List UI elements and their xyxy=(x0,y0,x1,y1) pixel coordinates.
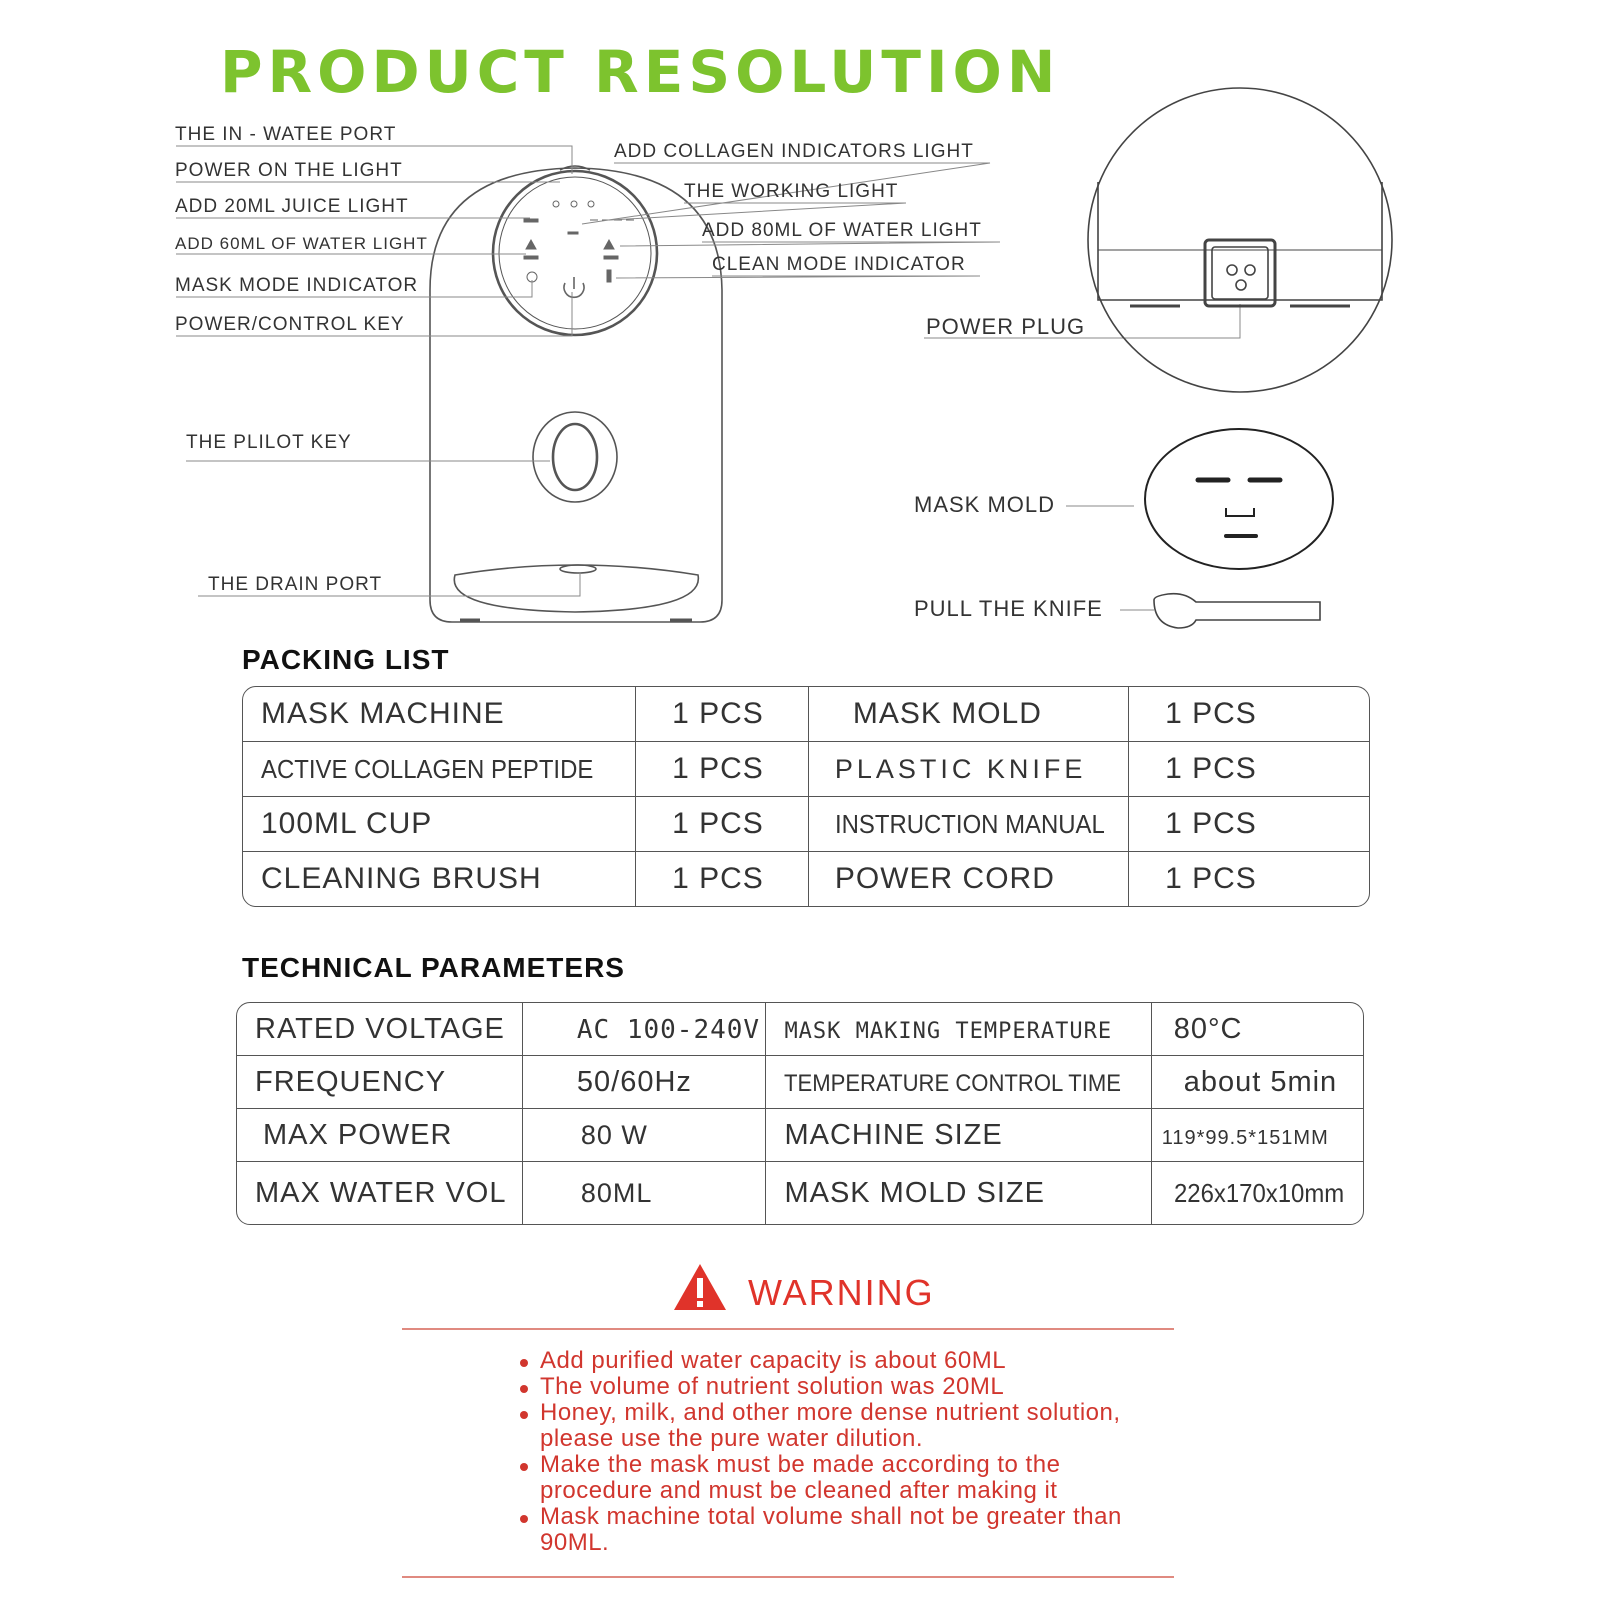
param-name: MAX POWER xyxy=(237,1109,523,1162)
param-value-cell xyxy=(523,1003,767,1056)
packing-list-table xyxy=(242,686,1370,907)
label-clean-mode: CLEAN MODE INDICATOR xyxy=(712,254,966,275)
warning-item: The volume of nutrient solution was 20ML xyxy=(520,1374,1160,1400)
param-name: MASK MAKING TEMPERATURE xyxy=(784,1018,1113,1044)
mask-mold-drawing xyxy=(1145,429,1333,569)
label-in-water-port: THE IN - WATEE PORT xyxy=(175,124,397,145)
label-juice-light: ADD 20ML JUICE LIGHT xyxy=(175,196,409,217)
param-value: about 5min xyxy=(1152,1056,1363,1109)
table-row xyxy=(237,1003,1363,1056)
warning-list xyxy=(520,1348,1160,1556)
packing-qty: 1 PCS xyxy=(636,852,809,906)
param-name: TEMPERATURE CONTROL TIME xyxy=(784,1069,1122,1097)
warning-item: Add purified water capacity is about 60ML xyxy=(520,1348,1160,1374)
packing-item: PLASTIC KNIFE xyxy=(809,742,1129,797)
param-value: 80ML xyxy=(523,1162,767,1224)
table-row xyxy=(237,1056,1363,1109)
label-pull-knife: PULL THE KNIFE xyxy=(914,596,1103,621)
label-collagen-light: ADD COLLAGEN INDICATORS LIGHT xyxy=(614,141,974,162)
warning-top-divider xyxy=(402,1328,1174,1330)
param-name: FREQUENCY xyxy=(237,1056,523,1109)
packing-item: 100ML CUP xyxy=(243,797,636,852)
label-drain-port: THE DRAIN PORT xyxy=(208,574,383,595)
drain-tray xyxy=(454,565,698,612)
packing-list-heading: PACKING LIST xyxy=(242,644,450,675)
label-power-on-light: POWER ON THE LIGHT xyxy=(175,160,403,181)
warning-bottom-divider xyxy=(402,1576,1174,1578)
param-name-cell xyxy=(766,1003,1151,1056)
packing-item: CLEANING BRUSH xyxy=(243,852,636,906)
label-mask-mold: MASK MOLD xyxy=(914,492,1056,517)
packing-item: INSTRUCTION MANUAL xyxy=(834,809,1105,839)
power-plug-detail xyxy=(1088,88,1392,392)
param-value: AC 100-240V xyxy=(576,1014,761,1045)
packing-item-cell xyxy=(243,742,636,797)
table-row xyxy=(243,852,1369,906)
packing-item: POWER CORD xyxy=(809,852,1129,906)
tech-params-heading: TECHNICAL PARAMETERS xyxy=(242,952,625,983)
param-value: 80 W xyxy=(523,1109,767,1162)
packing-qty: 1 PCS xyxy=(1129,687,1369,742)
warning-item: Honey, milk, and other more dense nutrient solution, please use the pure water dilution. xyxy=(520,1400,1160,1452)
param-name: MAX WATER VOL xyxy=(237,1162,523,1224)
label-water80-light: ADD 80ML OF WATER LIGHT xyxy=(702,220,982,241)
packing-qty: 1 PCS xyxy=(636,742,809,797)
machine-body xyxy=(430,168,722,622)
param-name: RATED VOLTAGE xyxy=(237,1003,523,1056)
page-title: PRODUCT RESOLUTION xyxy=(220,38,1061,106)
warning-title: WARNING xyxy=(748,1272,935,1313)
param-value: 119*99.5*151MM xyxy=(1161,1126,1329,1149)
warning-item: Mask machine total volume shall not be greater than 90ML. xyxy=(520,1504,1160,1556)
table-row xyxy=(243,742,1369,797)
label-mask-mode: MASK MODE INDICATOR xyxy=(175,275,419,296)
table-row xyxy=(243,687,1369,742)
packing-item: ACTIVE COLLAGEN PEPTIDE xyxy=(261,754,594,784)
packing-qty: 1 PCS xyxy=(636,797,809,852)
param-value-cell xyxy=(1152,1162,1363,1224)
param-value-cell xyxy=(1152,1109,1363,1162)
packing-qty: 1 PCS xyxy=(1129,797,1369,852)
table-row xyxy=(237,1162,1363,1224)
packing-qty: 1 PCS xyxy=(1129,742,1369,797)
packing-item-cell xyxy=(809,797,1129,852)
packing-qty: 1 PCS xyxy=(1165,862,1257,895)
knife-drawing xyxy=(1154,594,1320,628)
packing-item: MASK MOLD xyxy=(809,687,1129,742)
label-water60-light: ADD 60ML OF WATER LIGHT xyxy=(175,234,428,253)
label-power-key: POWER/CONTROL KEY xyxy=(175,314,405,335)
packing-qty: 1 PCS xyxy=(636,687,809,742)
table-row xyxy=(237,1109,1363,1162)
control-panel xyxy=(493,171,657,335)
param-value: 226x170x10mm xyxy=(1173,1177,1344,1208)
label-power-plug: POWER PLUG xyxy=(926,314,1086,339)
tech-params-table xyxy=(236,1002,1364,1225)
table-row xyxy=(243,797,1369,852)
param-value: 50/60Hz xyxy=(523,1056,767,1109)
packing-item: MASK MACHINE xyxy=(243,687,636,742)
param-name-cell xyxy=(766,1056,1151,1109)
warning-icon xyxy=(672,1262,728,1312)
label-pilot-key: THE PLILOT KEY xyxy=(186,432,352,453)
param-value: 80°C xyxy=(1152,1003,1363,1056)
label-working-light: THE WORKING LIGHT xyxy=(684,181,899,202)
param-name: MASK MOLD SIZE xyxy=(766,1162,1151,1224)
warning-item: Make the mask must be made according to the procedure and must be cleaned after making it xyxy=(520,1452,1160,1504)
pilot-key xyxy=(533,412,617,502)
param-name: MACHINE SIZE xyxy=(766,1109,1151,1162)
